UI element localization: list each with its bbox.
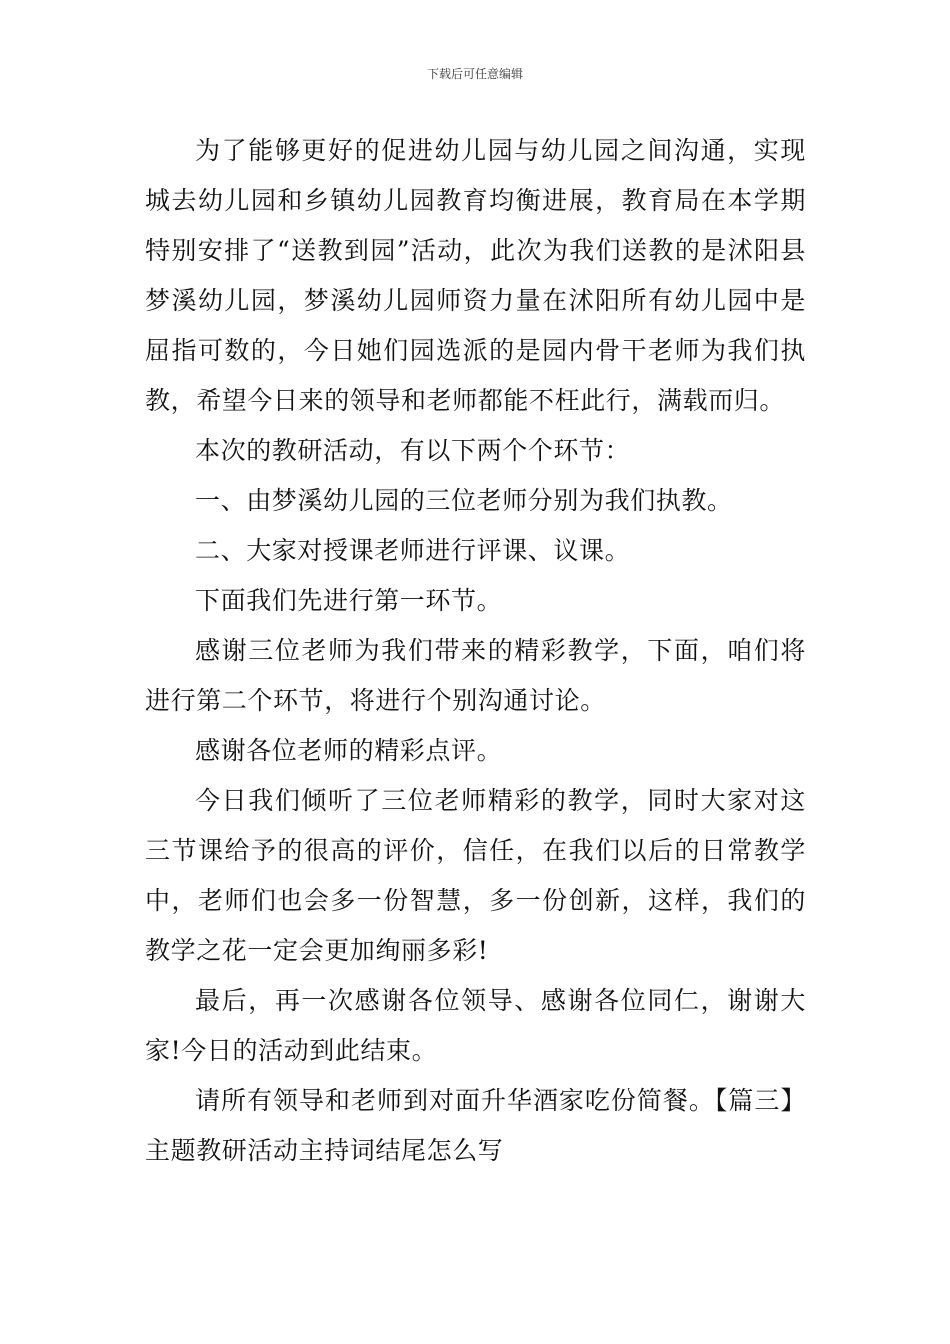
paragraph-intro: 为了能够更好的促进幼儿园与幼儿园之间沟通，实现城去幼儿园和乡镇幼儿园教育均衡进展，教育局在本学期特别安排了“送教到园”活动，此次为我们送教的是沭阳县梦溪幼儿园，梦溪幼儿园师资力量在沭阳所有幼儿园中是屈指可数的，今日她们园选派的是园内骨干老师为我们执教，希望今日来的领导和老师都能不枉此行，满载而归。 [145,136,806,415]
paragraph-agenda: 本次的教研活动，有以下两个个环节： [195,436,631,465]
paragraph-begin-first: 下面我们先进行第一环节。 [195,586,503,615]
paragraph-step-one: 一、由梦溪幼儿园的三位老师分别为我们执教。 [195,486,733,515]
page-header-note: 下载后可任意编辑 [426,67,523,81]
paragraph-closing: 最后，再一次感谢各位领导、感谢各位同仁，谢谢大家!今日的活动到此结束。 [145,986,806,1065]
paragraph-thanks-comments: 感谢各位老师的精彩点评。 [195,736,503,765]
paragraph-step-two: 二、大家对授课老师进行评课、议课。 [195,536,631,565]
document-body [145,126,806,1176]
paragraph-summary: 今日我们倾听了三位老师精彩的教学，同时大家对这三节课给予的很高的评价，信任，在我们以后的日常教学中，老师们也会多一份智慧，多一份创新，这样，我们的教学之花一定会更加绚丽多彩! [145,786,806,965]
paragraph-thanks-teachers: 感谢三位老师为我们带来的精彩教学，下面，咱们将进行第二个环节，将进行个别沟通讨论。 [145,636,806,715]
paragraph-lunch-and-next-section: 请所有领导和老师到对面升华酒家吃份简餐。【篇三】主题教研活动主持词结尾怎么写 [145,1086,806,1165]
